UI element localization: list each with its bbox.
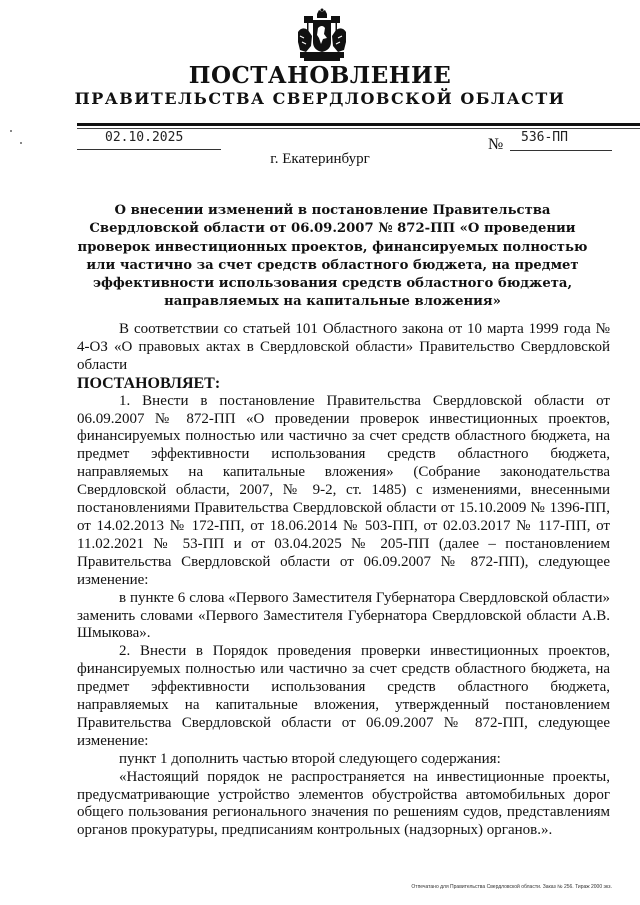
paragraph-2-amendment: пункт 1 дополнить частью второй следующего содержания: [119,750,501,767]
resolves-keyword: ПОСТАНОВЛЯЕТ: [77,374,221,392]
paragraph-1: 1. Внести в постановление Правительства Свердловской области от 06.09.2007 № 872-ПП «О проведении проверок инвестиционных проектов, финансируемых полностью или частично за счет средств областного бюджета, на предмет эффективности использования средств областного бюджета, направляемых на капитальные вложения» (Собрание законодательства Свердловской области, 2007, № 9-2, ст. 1485) с изменениями, внесенными постановлениями Правительства Свердловской области от 15.10.2009 № 1396-ПП, от 14.02.2013 № 172-ПП, от 18.06.2014 № 503-ПП, от 02.03.2017 № 117-ПП, от 11.02.2021 № 53-ПП и от 03.04.2025 № 205-ПП (далее – постановлением Правительства Свердловской области от 06.09.2007 № 872-ПП), следующее изменение: [77,392,610,588]
coat-of-arms-icon [296,8,348,62]
preamble: В соответствии со статьей 101 Областного закона от 10 марта 1999 года № 4-ОЗ «О правовых актах в Свердловской области» Правительство Свердловской области [77,321,610,373]
issuing-authority: ПРАВИТЕЛЬСТВА СВЕРДЛОВСКОЙ ОБЛАСТИ [74,89,566,108]
date-underline [77,149,221,150]
header-divider-thin [77,128,640,129]
city: г. Екатеринбург [270,151,370,167]
scan-artifact [10,130,12,132]
paragraph-1-amendment: в пункте 6 слова «Первого Заместителя Губернатора Свердловской области» заменить словами «Первого Заместителя Губернатора Свердловской области А.В. Шмыкова». [77,589,610,642]
header-divider-thick [77,123,640,126]
number-sign: № [488,136,504,153]
document-type-title: ПОСТАНОВЛЕНИЕ [188,62,452,89]
print-note: Отпечатано для Правительства Свердловской области. Заказ № 256. Тираж 2000 экз. [411,884,612,890]
document-heading: О внесении изменений в постановление Правительства Свердловской области от 06.09.2007 № 872-ПП «О проведении проверок инвестиционных проектов, финансируемых полностью или частично за счет средств областного бюджета, на предмет эффективности использования средств областного бюджета, направляемых на капитальные вложения» [77,203,588,310]
paragraph-2-quote: «Настоящий порядок не распространяется на инвестиционные проекты, предусматривающие устройство элементов обустройства автомобильных дорог общего пользования регионального значения по решениям судов, представлениям органов прокуратуры, предписаниям контрольных (надзорных) органов.». [77,768,610,839]
document-date: 02.10.2025 [105,130,184,145]
document-body [77,321,610,840]
document-number: 536-ПП [521,130,568,145]
paragraph-2: 2. Внести в Порядок проведения проверки инвестиционных проектов, финансируемых полностью или частично за счет средств областного бюджета, на предмет эффективности использования средств областного бюджета, направляемых на капитальные вложения, утвержденный постановлением Правительства Свердловской области от 06.09.2007 № 872-ПП, следующее изменение: [77,643,610,749]
scan-artifact [20,142,22,144]
